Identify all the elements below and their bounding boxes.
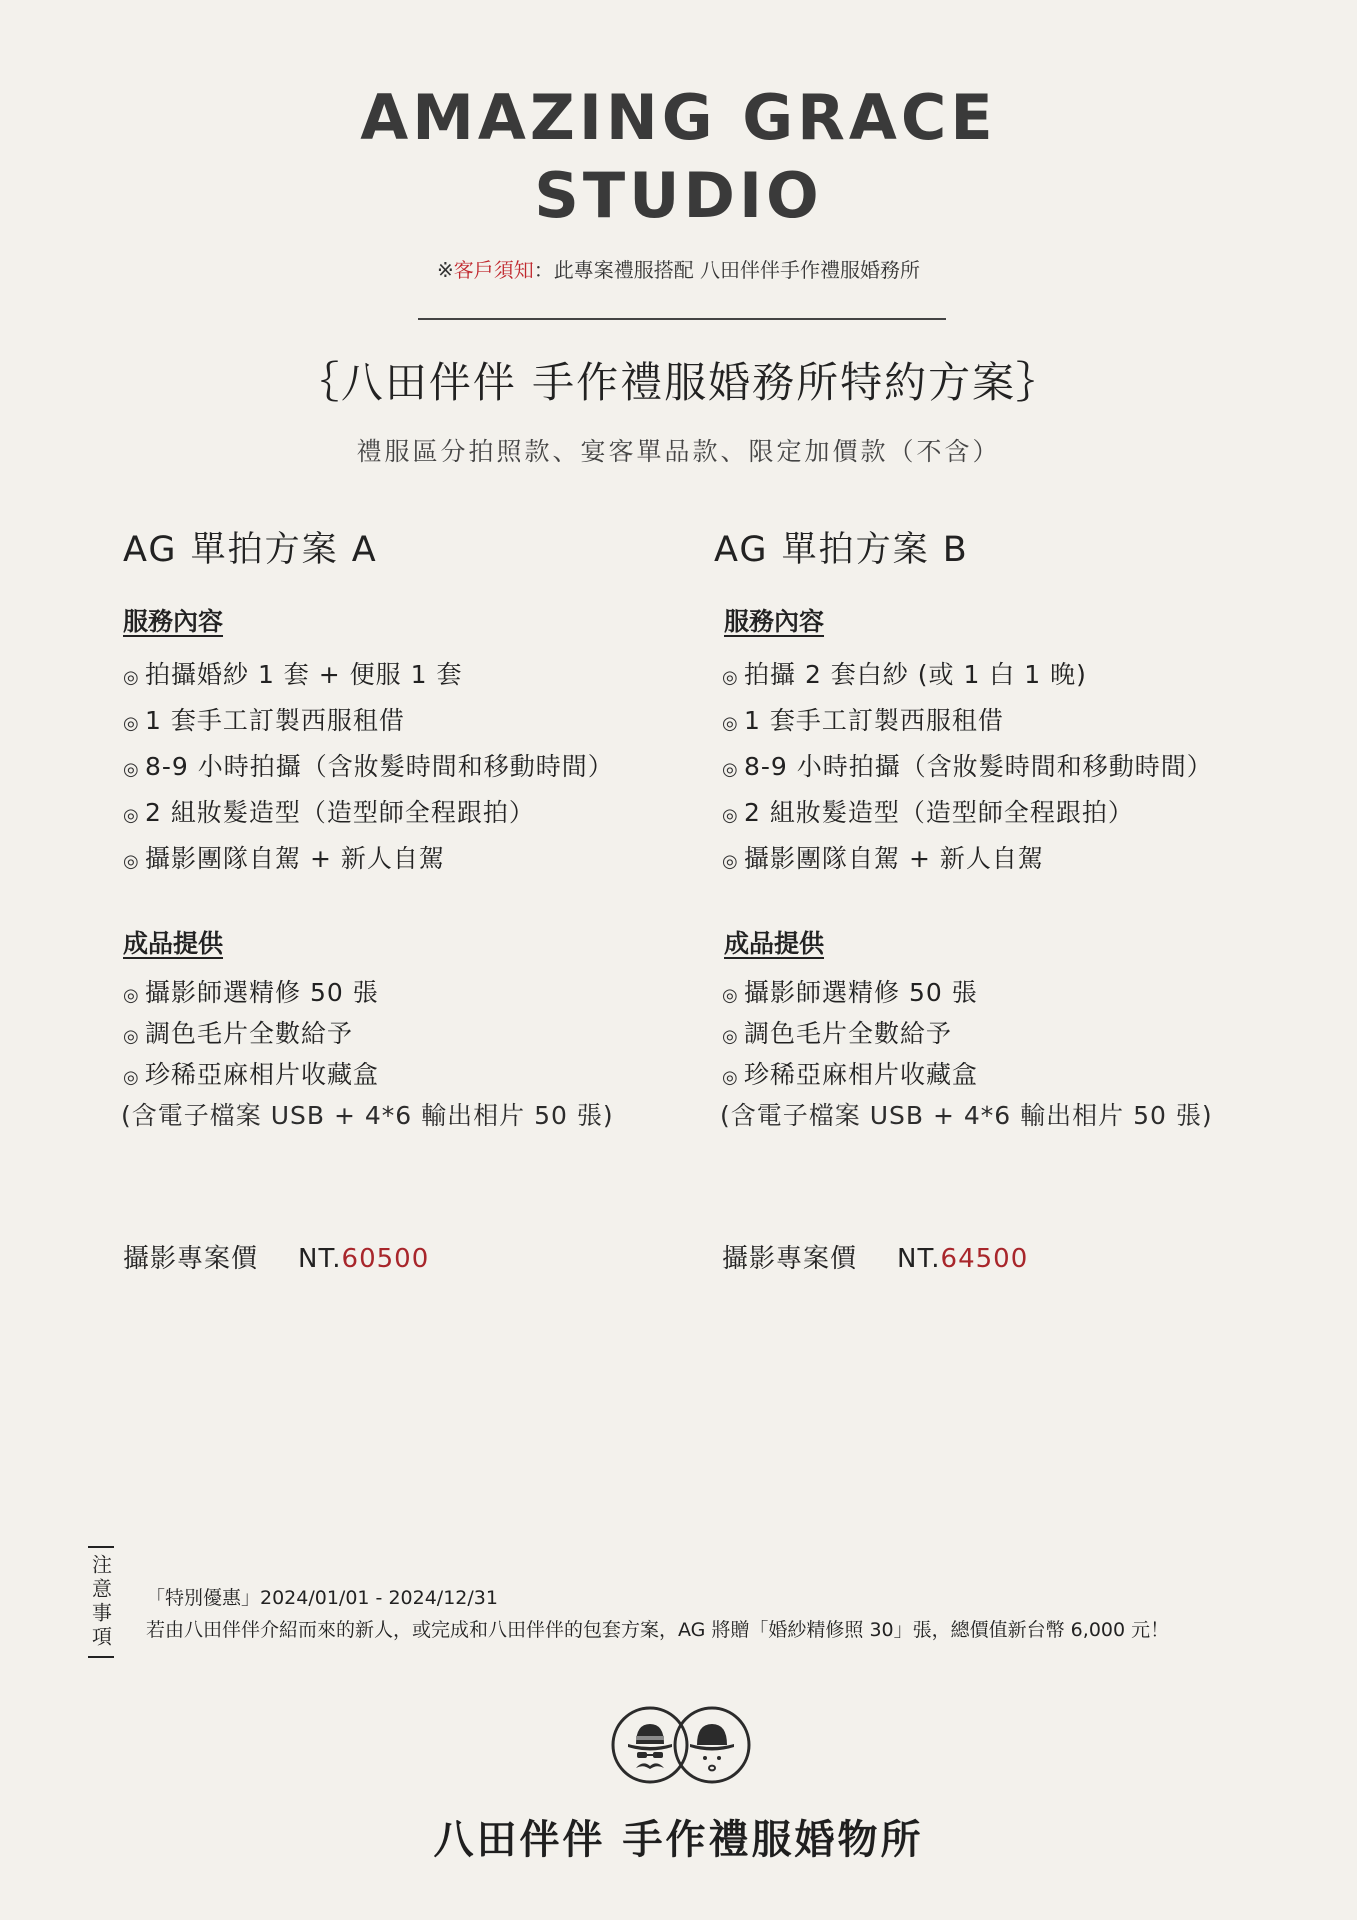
brand-title-line1: AMAZING GRACE xyxy=(360,81,997,154)
service-heading: 服務內容 xyxy=(724,607,825,636)
product-list xyxy=(123,972,683,1095)
hat-mustache-logo-icon xyxy=(606,1700,756,1790)
list-item: ◎ 8-9 小時拍攝（含妝髮時間和移動時間） xyxy=(123,744,683,790)
divider xyxy=(88,1656,114,1658)
bullet-icon: ◎ xyxy=(123,667,140,688)
divider xyxy=(88,1546,114,1548)
customer-notice xyxy=(0,254,1357,283)
list-item: ◎ 攝影團隊自駕 + 新人自駕 xyxy=(123,836,683,882)
list-item: ◎ 8-9 小時拍攝（含妝髮時間和移動時間） xyxy=(722,744,1274,790)
product-heading: 成品提供 xyxy=(724,929,825,958)
product-list xyxy=(722,972,1274,1095)
list-item: ◎ 攝影團隊自駕 + 新人自駕 xyxy=(722,836,1274,882)
price-label: 攝影專案價 xyxy=(123,1244,259,1274)
bullet-icon: ◎ xyxy=(123,851,140,872)
list-item: ◎ 1 套手工訂製西服租借 xyxy=(123,698,683,744)
plan-column-a xyxy=(123,526,683,1136)
product-extra: (含電子檔案 USB + 4*6 輸出相片 50 張) xyxy=(121,1101,614,1130)
list-item: ◎ 調色毛片全數給予 xyxy=(123,1013,683,1054)
list-item: ◎ 調色毛片全數給予 xyxy=(722,1013,1274,1054)
bullet-icon: ◎ xyxy=(722,713,739,734)
price-b xyxy=(722,1238,1028,1275)
product-extra: (含電子檔案 USB + 4*6 輸出相片 50 張) xyxy=(720,1101,1213,1130)
bullet-icon: ◎ xyxy=(722,851,739,872)
notice-label: 客戶須知 xyxy=(453,258,534,282)
list-item: ◎ 攝影師選精修 50 張 xyxy=(123,972,683,1013)
bullet-icon: ◎ xyxy=(123,1026,140,1047)
price-a xyxy=(123,1238,429,1275)
service-list xyxy=(123,652,683,882)
notice-text: ：此專案禮服搭配 八田伴伴手作禮服婚務所 xyxy=(533,258,921,282)
bullet-icon: ◎ xyxy=(722,667,739,688)
notice-prefix: ※ xyxy=(436,258,454,282)
plan-title: ｛八田伴伴 手作禮服婚務所特約方案｝ xyxy=(296,358,1061,407)
notes-label: 注意事項 xyxy=(88,1554,113,1650)
notes xyxy=(146,1582,1169,1646)
list-item: ◎ 珍稀亞麻相片收藏盒 xyxy=(722,1054,1274,1095)
brand-title-line2: STUDIO xyxy=(534,159,823,232)
product-heading: 成品提供 xyxy=(123,929,224,958)
divider xyxy=(418,318,946,320)
price-value: 60500 xyxy=(341,1244,430,1274)
price-label: 攝影專案價 xyxy=(722,1244,858,1274)
list-item: ◎ 拍攝婚紗 1 套 + 便服 1 套 xyxy=(123,652,683,698)
bullet-icon: ◎ xyxy=(123,759,140,780)
bullet-icon: ◎ xyxy=(123,713,140,734)
bullet-icon: ◎ xyxy=(722,759,739,780)
bullet-icon: ◎ xyxy=(722,1067,739,1088)
price-value: 64500 xyxy=(940,1244,1029,1274)
logo-wordmark: 八田伴伴 手作禮服婚物所 xyxy=(433,1816,924,1863)
list-item: ◎ 2 組妝髮造型（造型師全程跟拍） xyxy=(722,790,1274,836)
service-list xyxy=(722,652,1274,882)
price-prefix: NT. xyxy=(897,1244,941,1274)
bullet-icon: ◎ xyxy=(722,985,739,1006)
note-line: 「特別優惠」2024/01/01 - 2024/12/31 xyxy=(146,1587,498,1609)
bullet-icon: ◎ xyxy=(722,1026,739,1047)
column-title: AG 單拍方案 A xyxy=(123,530,378,570)
list-item: ◎ 2 組妝髮造型（造型師全程跟拍） xyxy=(123,790,683,836)
list-item: ◎ 珍稀亞麻相片收藏盒 xyxy=(123,1054,683,1095)
column-title: AG 單拍方案 B xyxy=(714,530,969,570)
list-item: ◎ 拍攝 2 套白紗 (或 1 白 1 晚) xyxy=(722,652,1274,698)
bullet-icon: ◎ xyxy=(722,805,739,826)
note-line: 若由八田伴伴介紹而來的新人，或完成和八田伴伴的包套方案，AG 將贈「婚紗精修照 30」張，總價值新台幣 6,000 元！ xyxy=(146,1619,1170,1641)
notes-side-label xyxy=(86,1546,116,1658)
list-item: ◎ 攝影師選精修 50 張 xyxy=(722,972,1274,1013)
list-item: ◎ 1 套手工訂製西服租借 xyxy=(722,698,1274,744)
plan-column-b xyxy=(714,526,1274,1136)
bullet-icon: ◎ xyxy=(123,805,140,826)
bullet-icon: ◎ xyxy=(123,985,140,1006)
price-prefix: NT. xyxy=(298,1244,342,1274)
plan-subtitle: 禮服區分拍照款、宴客單品款、限定加價款（不含） xyxy=(356,437,1001,466)
service-heading: 服務內容 xyxy=(123,607,224,636)
bullet-icon: ◎ xyxy=(123,1067,140,1088)
